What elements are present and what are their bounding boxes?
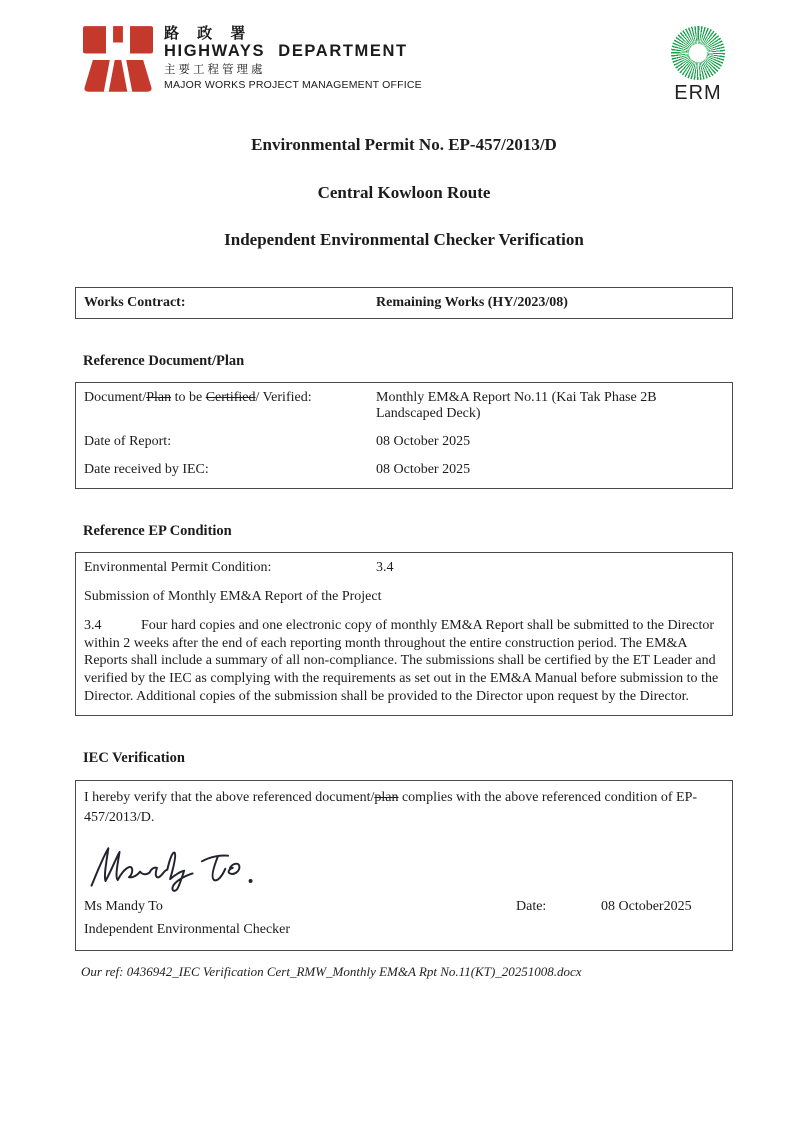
our-ref-line: Our ref: 0436942_IEC Verification Cert_RMW_Monthly EM&A Rpt No.11(KT)_20251008.docx — [81, 963, 582, 979]
date-received-row — [84, 462, 724, 478]
document-label-suffix: / Verified: — [255, 390, 312, 405]
ep-condition-subtitle: Submission of Monthly EM&A Report of the Project — [84, 589, 382, 604]
iec-statement-suffix: complies with the above referenced condition of EP-457/2013/D. — [84, 790, 698, 825]
erm-sunburst-icon — [671, 26, 725, 80]
office-name-english: MAJOR WORKS PROJECT MANAGEMENT OFFICE — [164, 78, 422, 91]
department-name-block — [164, 24, 422, 92]
department-name-english: HIGHWAYS DEPARTMENT — [164, 42, 408, 61]
highways-department-logo — [83, 26, 153, 94]
date-value: 08 October2025 — [601, 898, 692, 914]
date-of-report-label: Date of Report: — [84, 434, 172, 449]
erm-logo-text: ERM — [674, 82, 722, 104]
date-received-label: Date received by IEC: — [84, 462, 209, 477]
erm-logo-block — [663, 26, 733, 105]
highways-department-block — [83, 24, 422, 94]
department-name-chinese: 路 政 署 — [164, 25, 253, 42]
signer-title: Independent Environmental Checker — [84, 921, 291, 937]
document-label-struck-plan: Plan — [146, 390, 172, 405]
document-row — [84, 390, 724, 422]
ep-condition-row — [84, 560, 724, 576]
reference-ep-box — [75, 552, 733, 716]
document-type-title: Independent Environmental Checker Verification — [224, 230, 584, 249]
project-title: Central Kowloon Route — [317, 183, 491, 202]
iec-verification-box — [75, 780, 733, 951]
date-of-report-row — [84, 434, 724, 450]
date-label: Date: — [516, 898, 547, 914]
document-label-prefix: Document/ — [84, 390, 147, 405]
reference-document-heading: Reference Document/Plan — [83, 353, 245, 369]
document-label — [84, 390, 376, 406]
permit-number-title: Environmental Permit No. EP-457/2013/D — [251, 135, 557, 154]
ep-condition-label: Environmental Permit Condition: — [84, 560, 272, 575]
signature-image — [86, 837, 286, 895]
iec-statement-prefix: I hereby verify that the above referenced document/ — [84, 790, 375, 806]
signer-row — [84, 899, 724, 915]
document-label-mid: to be — [171, 390, 206, 405]
document-value: Monthly EM&A Report No.11 (Kai Tak Phase 2B Landscaped Deck) — [376, 390, 657, 421]
iec-verification-heading: IEC Verification — [83, 750, 185, 767]
works-contract-box — [75, 287, 733, 319]
works-contract-row — [84, 295, 724, 311]
iec-statement — [84, 788, 724, 828]
ep-clause-text: Four hard copies and one electronic copy of monthly EM&A Report shall be submitted to the Director within 2 weeks after the end of each reporting month throughout the entire construction period. The EM&A Reports shall include a summary of all non-compliance. The submissions shall be certified by the ET Leader and verified by the IEC as complying with the requirements as set out in the EM&A Manual before submission to the Director. Additional copies of the submission shall be provided to the Director upon request by the Director. — [84, 618, 719, 704]
ep-clause-number: 3.4 — [84, 618, 102, 633]
date-received-value: 08 October 2025 — [376, 462, 471, 477]
iec-statement-struck-plan: plan — [374, 790, 399, 806]
date-of-report-value: 08 October 2025 — [376, 434, 471, 449]
reference-document-box — [75, 382, 733, 489]
page-header — [75, 24, 733, 105]
signer-name: Ms Mandy To — [84, 898, 163, 914]
works-contract-label: Works Contract: — [84, 295, 186, 310]
document-label-struck-certified: Certified — [205, 390, 256, 405]
works-contract-value: Remaining Works (HY/2023/08) — [376, 295, 568, 310]
office-name-chinese: 主要工程管理處 — [164, 64, 266, 77]
ep-clause — [84, 617, 724, 705]
reference-ep-heading: Reference EP Condition — [83, 523, 232, 539]
ep-condition-value: 3.4 — [376, 560, 394, 575]
